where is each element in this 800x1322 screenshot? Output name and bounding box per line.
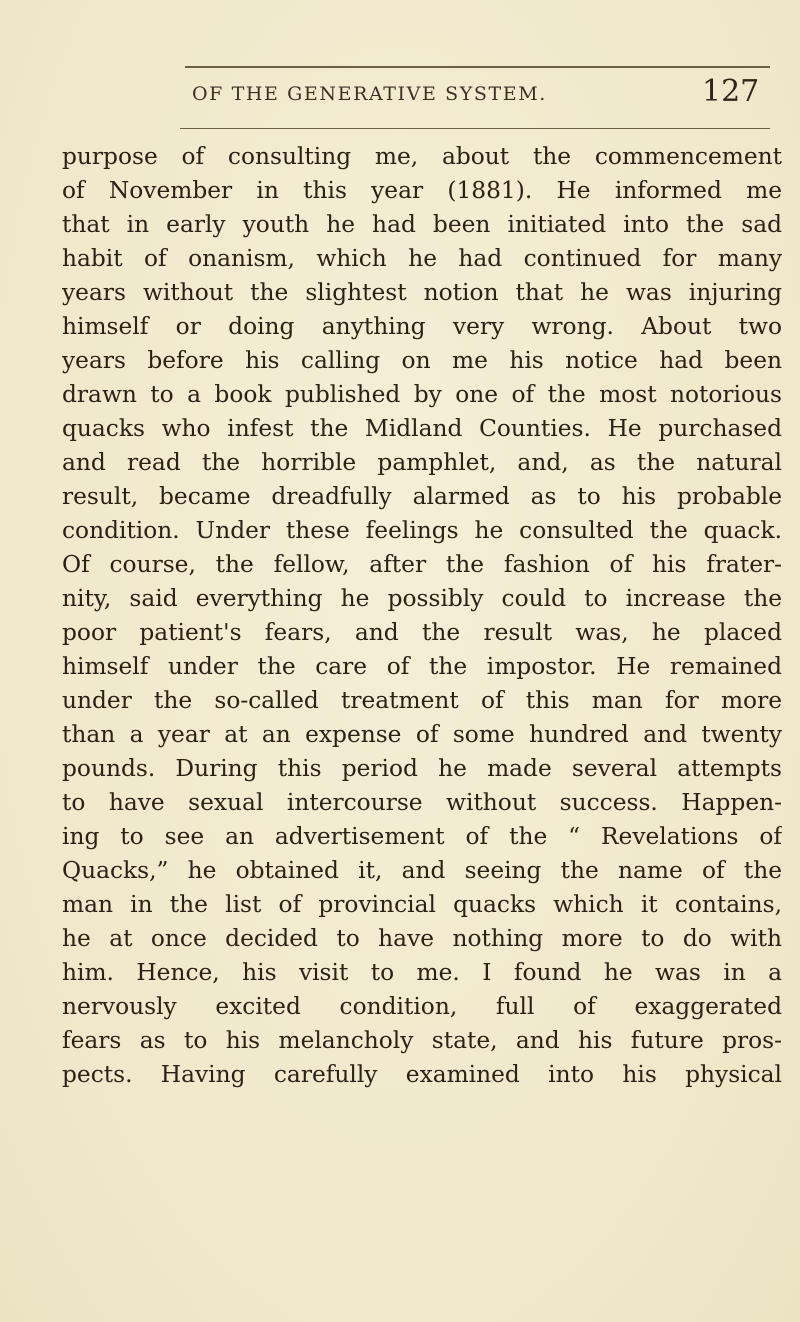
text-line: drawn to a book published by one of the most notorious	[62, 381, 782, 408]
text-line: him. Hence, his visit to me. I found he was in a	[62, 959, 782, 986]
running-head: OF THE GENERATIVE SYSTEM.	[192, 83, 547, 105]
text-line: that in early youth he had been initiated into the sad	[62, 211, 782, 238]
text-line: and read the horrible pamphlet, and, as the natural	[62, 449, 782, 476]
text-line: ing to see an advertisement of the “ Revelations of	[62, 823, 782, 850]
text-line: purpose of consulting me, about the commencement	[62, 143, 782, 170]
body-text	[62, 140, 782, 1092]
text-line: under the so-called treatment of this man for more	[62, 687, 782, 714]
text-line: fears as to his melancholy state, and his future pros-	[62, 1027, 782, 1054]
text-line: condition. Under these feelings he consulted the quack.	[62, 517, 782, 544]
header-top-rule	[185, 66, 770, 68]
text-line: nity, said everything he possibly could to increase the	[62, 585, 782, 612]
header-bottom-rule	[180, 128, 770, 129]
text-line: habit of onanism, which he had continued for many	[62, 245, 782, 272]
text-line: quacks who infest the Midland Counties. He purchased	[62, 415, 782, 442]
text-line: result, became dreadfully alarmed as to his probable	[62, 483, 782, 510]
text-line: Of course, the fellow, after the fashion of his frater-	[62, 551, 782, 578]
text-line: himself or doing anything very wrong. About two	[62, 313, 782, 340]
text-line: pounds. During this period he made several attempts	[62, 755, 782, 782]
text-line: than a year at an expense of some hundred and twenty	[62, 721, 782, 748]
text-line: of November in this year (1881). He informed me	[62, 177, 782, 204]
text-line: pects. Having carefully examined into his physical	[62, 1061, 782, 1088]
text-line: years before his calling on me his notice had been	[62, 347, 782, 374]
text-line: man in the list of provincial quacks which it contains,	[62, 891, 782, 918]
text-line: himself under the care of the impostor. He remained	[62, 653, 782, 680]
text-line: he at once decided to have nothing more to do with	[62, 925, 782, 952]
text-line: nervously excited condition, full of exaggerated	[62, 993, 782, 1020]
page-number: 127	[702, 74, 760, 109]
text-line: years without the slightest notion that he was injuring	[62, 279, 782, 306]
text-line: poor patient's fears, and the result was, he placed	[62, 619, 782, 646]
text-line: Quacks,” he obtained it, and seeing the name of the	[62, 857, 782, 884]
text-line: to have sexual intercourse without success. Happen-	[62, 789, 782, 816]
